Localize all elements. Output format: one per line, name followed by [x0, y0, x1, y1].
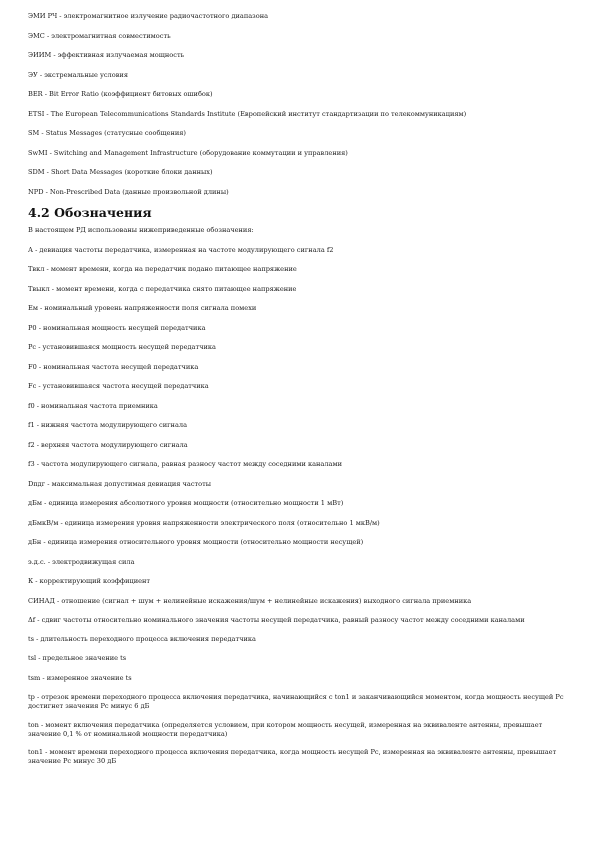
- symbol-item: А - девиация частоты передатчика, измеренная на частоте модулирующего сигнала f2: [28, 245, 334, 254]
- section-intro: В настоящем РД использованы нижеприведенные обозначения:: [28, 226, 254, 234]
- symbol-item: F0 - номинальная частота несущей передатчика: [28, 362, 199, 371]
- abbreviation-item: BER - Bit Error Ratio (коэффициент битовых ошибок): [28, 90, 213, 98]
- section-heading: 4.2 Обозначения: [28, 205, 152, 220]
- symbol-item: Рс - установившаяся мощность несущей передатчика: [28, 343, 216, 351]
- symbol-item: Р0 - номинальная мощность несущей передатчика: [28, 323, 206, 332]
- abbreviation-item: ЭИИМ - эффективная излучаемая мощность: [28, 51, 185, 59]
- abbreviation-item: ETSI - The European Telecommunications Standards Institute (Европейский институт стандартизации по телекоммуникациям): [28, 109, 467, 118]
- symbol-item: Ем - номинальный уровень напряженности поля сигнала помехи: [28, 304, 257, 312]
- symbols-list: [28, 246, 568, 767]
- symbol-item: э.д.с. - электродвижущая сила: [28, 557, 135, 566]
- symbol-item: ton - момент включения передатчика (определяется условием, при котором мощность несущей, измеренная на эквиваленте антенны, превышает значение 0,1 % от номинальной мощности передатчика): [28, 720, 543, 738]
- symbol-item: f3 - частота модулирующего сигнала, равная разносу частот между соседними каналами: [28, 460, 342, 468]
- symbol-item: f1 - нижняя частота модулирующего сигнала: [28, 421, 188, 429]
- symbol-item: ton1 - момент времени переходного процесса включения передатчика, когда мощность несущей Рс, измеренная на эквиваленте антенны, превышает значение Рс минус 30 дБ: [28, 748, 557, 765]
- symbol-item: Fс - установившаяся частота несущей передатчика: [28, 382, 209, 390]
- symbol-item: дБн - единица измерения относительного уровня мощности (относительно мощности несущей): [28, 538, 364, 546]
- abbreviation-item: ЭУ - экстремальные условия: [28, 70, 128, 79]
- abbreviation-item: ЭМИ РЧ - электромагнитное излучение радиочастотного диапазона: [28, 12, 269, 20]
- symbol-item: К - корректирующий коэффициент: [28, 577, 151, 585]
- abbreviation-item: SwMI - Switching and Management Infrastructure (оборудование коммутации и управления): [28, 148, 348, 157]
- symbol-item: дБмкВ/м - единица измерения уровня напряженности электрического поля (относительно 1 мкВ/м): [28, 518, 380, 527]
- abbreviation-item: SM - Status Messages (статусные сообщения): [28, 129, 186, 137]
- symbol-item: Dпдг - максимальная допустимая девиация частоты: [28, 479, 212, 488]
- symbol-item: СИНАД - отношение (сигнал + шум + нелинейные искажения/шум + нелинейные искажения) выходного сигнала приемника: [28, 596, 472, 605]
- symbol-item: tp - отрезок времени переходного процесса включения передатчика, начинающийся с ton1 и заканчивающийся моментом, когда мощность несущей Рс достигнет значения Рс минус 6 дБ: [28, 693, 564, 710]
- symbol-item: f2 - верхняя частота модулирующего сигнала: [28, 440, 188, 449]
- abbreviation-item: NPD - Non-Prescribed Data (данные произвольной длины): [28, 187, 229, 196]
- symbol-item: tsm - измеренное значение ts: [28, 673, 132, 682]
- symbol-item: Δf - сдвиг частоты относительно номинального значения частоты несущей передатчика, равный разносу частот между соседними каналами: [28, 616, 525, 624]
- symbol-item: Tвыкл - момент времени, когда с передатчика снято питающее напряжение: [28, 284, 297, 293]
- symbol-item: f0 - номинальная частота приемника: [28, 401, 158, 410]
- abbreviation-item: ЭМС - электромагнитная совместимость: [28, 31, 171, 40]
- symbol-item: ts - длительность переходного процесса включения передатчика: [28, 634, 256, 643]
- symbol-item: tsl - предельное значение ts: [28, 654, 127, 662]
- symbol-item: дБм - единица измерения абсолютного уровня мощности (относительно мощности 1 мВт): [28, 499, 344, 507]
- abbreviations-list: [28, 12, 568, 197]
- symbol-item: Tвкл - момент времени, когда на передатчик подано питающее напряжение: [28, 265, 297, 273]
- abbreviation-item: SDM - Short Data Messages (короткие блоки данных): [28, 168, 213, 176]
- document-page: [28, 12, 568, 776]
